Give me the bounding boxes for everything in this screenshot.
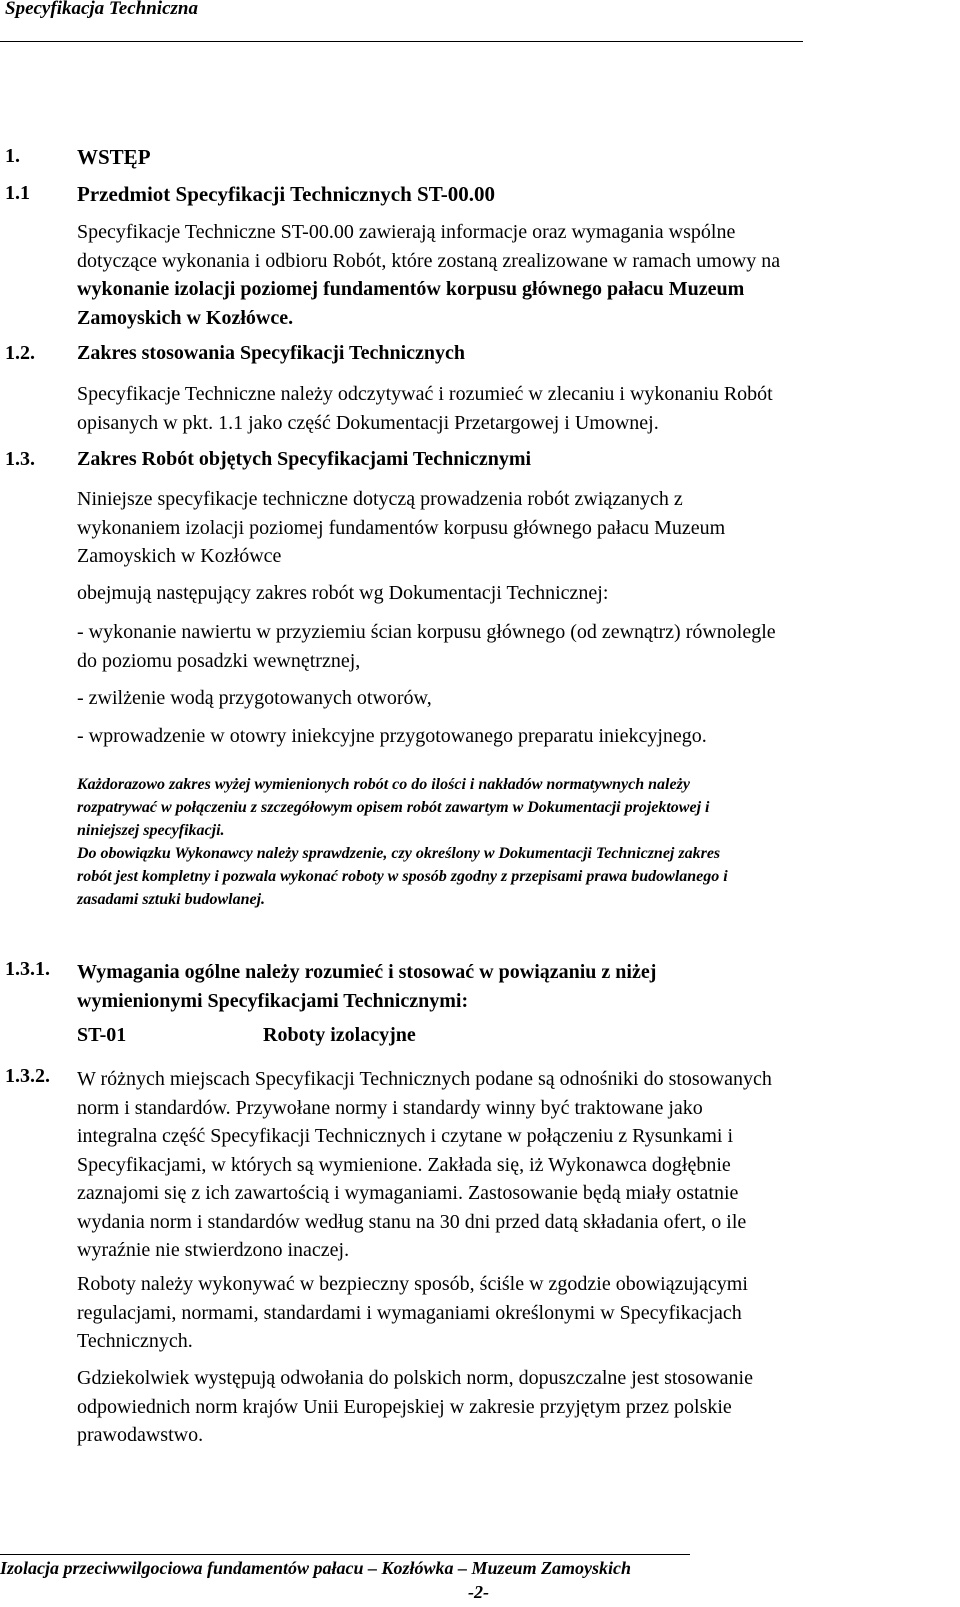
text-line: dotyczące wykonania i odbioru Robót, które zostaną zrealizowane w ramach umowy na — [77, 249, 781, 272]
notes-block — [77, 773, 728, 911]
text-line: Specyfikacje Techniczne należy odczytywać i rozumieć w zlecaniu i wykonaniu Robót — [77, 383, 773, 405]
text-line: wykonaniem izolacji poziomej fundamentów korpusu głównego pałacu Muzeum — [77, 516, 726, 539]
section-1-title: WSTĘP — [77, 145, 151, 169]
note-line: Każdorazowo zakres wyżej wymienionych robót co do ilości i nakładów normatywnych należy — [77, 776, 690, 793]
running-header: Specyfikacja Techniczna — [5, 0, 198, 19]
section-1-2-body — [77, 380, 773, 437]
scope-item-2: - zwilżenie wodą przygotowanych otworów, — [77, 687, 432, 709]
text-line: norm i standardów. Przywołane normy i standardy winny być traktowane jako — [77, 1096, 703, 1119]
section-1-1-number: 1.1 — [5, 182, 30, 204]
note-line: Do obowiązku Wykonawcy należy sprawdzenie, czy określony w Dokumentacji Technicznej zakres — [77, 845, 721, 862]
text-line: Technicznych. — [77, 1330, 193, 1352]
text-line: Roboty należy wykonywać w bezpieczny sposób, ściśle w zgodzie obowiązującymi — [77, 1273, 748, 1295]
text-line: zaznajomi się z ich zawartością i wymaganiami. Zastosowanie będą miały ostatnie — [77, 1182, 739, 1204]
section-1-3-2-para-1 — [77, 1065, 772, 1265]
header-rule — [0, 41, 803, 42]
text-line-bold: Zamoyskich w Kozłówce. — [77, 306, 294, 329]
text-line: Specyfikacje Techniczne ST-00.00 zawierają informacje oraz wymagania wspólne — [77, 221, 736, 243]
section-1-3-2-para-2 — [77, 1270, 748, 1356]
title-line: wymienionymi Specyfikacjami Technicznymi: — [77, 989, 469, 1012]
text-line: wydania norm i standardów według stanu na 30 dni przed datą składania ofert, o ile — [77, 1210, 747, 1233]
note-line: niniejszej specyfikacji. — [77, 822, 225, 839]
section-1-1-body — [77, 218, 780, 332]
text-line: do poziomu posadzki wewnętrznej, — [77, 649, 361, 672]
spec-name: Roboty izolacyjne — [263, 1024, 416, 1046]
text-line: W różnych miejscach Specyfikacji Technicznych podane są odnośniki do stosowanych — [77, 1068, 772, 1090]
title-line: Wymagania ogólne należy rozumieć i stosować w powiązaniu z niżej — [77, 961, 657, 983]
footer-rule — [0, 1554, 690, 1555]
section-1-3-2-para-3 — [77, 1364, 753, 1450]
scope-item-1 — [77, 618, 776, 675]
section-1-3-2-number: 1.3.2. — [5, 1065, 50, 1087]
text-line: regulacjami, normami, standardami i wymaganiami określonymi w Specyfikacjach — [77, 1301, 742, 1324]
text-line: Gdziekolwiek występują odwołania do polskich norm, dopuszczalne jest stosowanie — [77, 1367, 753, 1389]
spec-code: ST-01 — [77, 1024, 127, 1046]
section-1-3-1-number: 1.3.1. — [5, 958, 50, 980]
note-line: robót jest kompletny i pozwala wykonać roboty w sposób zgodny z przepisami prawa budowlanego i — [77, 868, 728, 885]
section-1-2-number: 1.2. — [5, 342, 35, 364]
note-line: rozpatrywać w połączeniu z szczegółowym opisem robót zawartym w Dokumentacji projektowej i — [77, 799, 710, 816]
scope-item-3: - wprowadzenie w otowry iniekcyjne przygotowanego preparatu iniekcyjnego. — [77, 725, 707, 747]
section-1-2-title: Zakres stosowania Specyfikacji Technicznych — [77, 342, 465, 364]
note-line: zasadami sztuki budowlanej. — [77, 891, 266, 908]
text-line: wyraźnie nie stwierdzono inaczej. — [77, 1239, 350, 1261]
text-line: Specyfikacjami, w których są wymienione. Zakłada się, iż Wykonawca dogłębnie — [77, 1153, 731, 1176]
section-1-3-1-title — [77, 958, 656, 1015]
text-line: Niniejsze specyfikacje techniczne dotyczą prowadzenia robót związanych z — [77, 488, 683, 510]
section-1-3-intro — [77, 485, 725, 571]
text-line-bold: wykonanie izolacji poziomej fundamentów korpusu głównego pałacu Muzeum — [77, 278, 745, 300]
text-line: integralna część Specyfikacji Technicznych i czytane w połączeniu z Rysunkami i — [77, 1125, 734, 1147]
scope-line: obejmują następujący zakres robót wg Dokumentacji Technicznej: — [77, 582, 609, 604]
text-line: prawodawstwo. — [77, 1424, 204, 1446]
section-1-number: 1. — [5, 145, 20, 167]
section-1-3-number: 1.3. — [5, 448, 35, 470]
section-1-1-title: Przedmiot Specyfikacji Technicznych ST-00.00 — [77, 182, 496, 206]
page-number: -2- — [468, 1582, 489, 1602]
section-1-3-title: Zakres Robót objętych Specyfikacjami Technicznymi — [77, 448, 532, 470]
text-line: odpowiednich norm krajów Unii Europejskiej w zakresie przyjętym przez polskie — [77, 1395, 732, 1418]
text-line: Zamoyskich w Kozłówce — [77, 545, 282, 567]
text-line: opisanych w pkt. 1.1 jako część Dokumentacji Przetargowej i Umownej. — [77, 411, 659, 434]
footer-title: Izolacja przeciwwilgociowa fundamentów pałacu – Kozłówka – Muzeum Zamoyskich — [0, 1558, 632, 1578]
text-line: - wykonanie nawiertu w przyziemiu ścian korpusu głównego (od zewnątrz) równolegle — [77, 621, 776, 643]
